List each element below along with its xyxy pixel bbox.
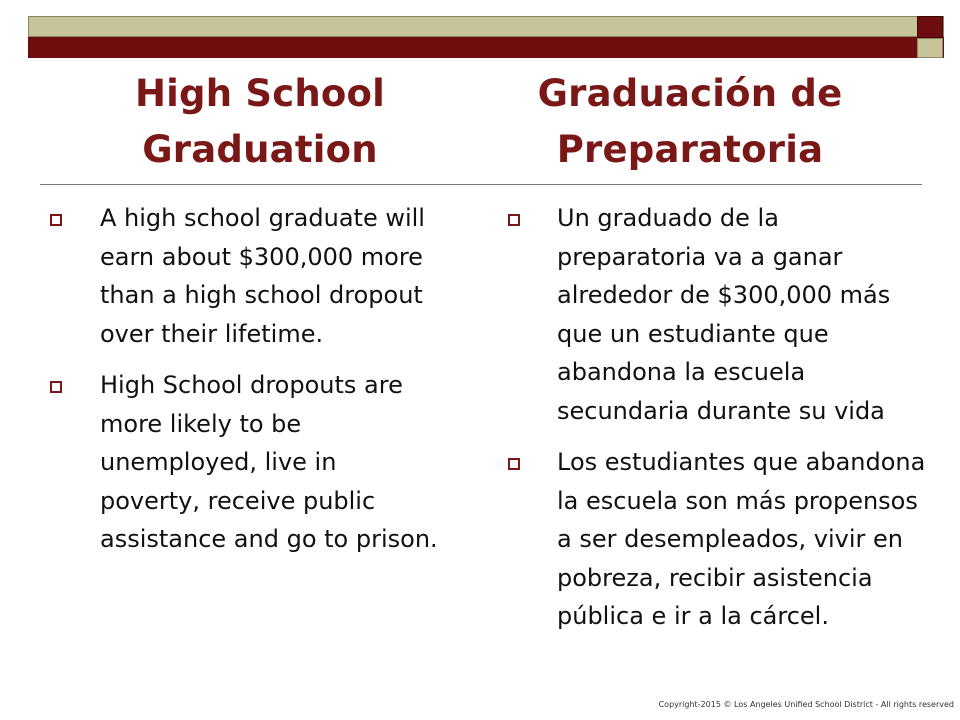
square-bullet-icon xyxy=(508,214,520,226)
title-spanish: Graduación de Preparatoria xyxy=(537,72,843,171)
corner-accent-red xyxy=(917,16,943,38)
bullet-item xyxy=(50,366,440,559)
square-bullet-icon xyxy=(508,458,520,470)
bullet-item xyxy=(508,199,926,430)
spanish-column xyxy=(508,199,926,649)
corner-accent-olive xyxy=(917,38,943,58)
title-english: High School Graduation xyxy=(135,72,385,171)
bullet-text: A high school graduate will earn about $300,000 more than a high school dropout over their lifetime. xyxy=(100,204,425,348)
title-divider-line xyxy=(40,184,922,185)
header-band-red xyxy=(28,37,944,58)
english-column xyxy=(50,199,440,572)
bullet-item xyxy=(508,443,926,636)
square-bullet-icon xyxy=(50,214,62,226)
bullet-item xyxy=(50,199,440,353)
header-band-olive xyxy=(28,16,944,37)
square-bullet-icon xyxy=(50,381,62,393)
copyright-notice: Copyright-2015 © Los Angeles Unified School District - All rights reserved xyxy=(658,700,954,709)
bullet-text: Un graduado de la preparatoria va a ganar alrededor de $300,000 más que un estudiante que abandona la escuela secundaria durante su vida xyxy=(557,204,891,425)
bullet-text: High School dropouts are more likely to be unemployed, live in poverty, receive public assistance and go to prison. xyxy=(100,371,438,553)
bullet-text: Los estudiantes que abandona la escuela son más propensos a ser desempleados, vivir en pobreza, recibir asistencia pública e ir a la cárcel. xyxy=(557,448,926,630)
